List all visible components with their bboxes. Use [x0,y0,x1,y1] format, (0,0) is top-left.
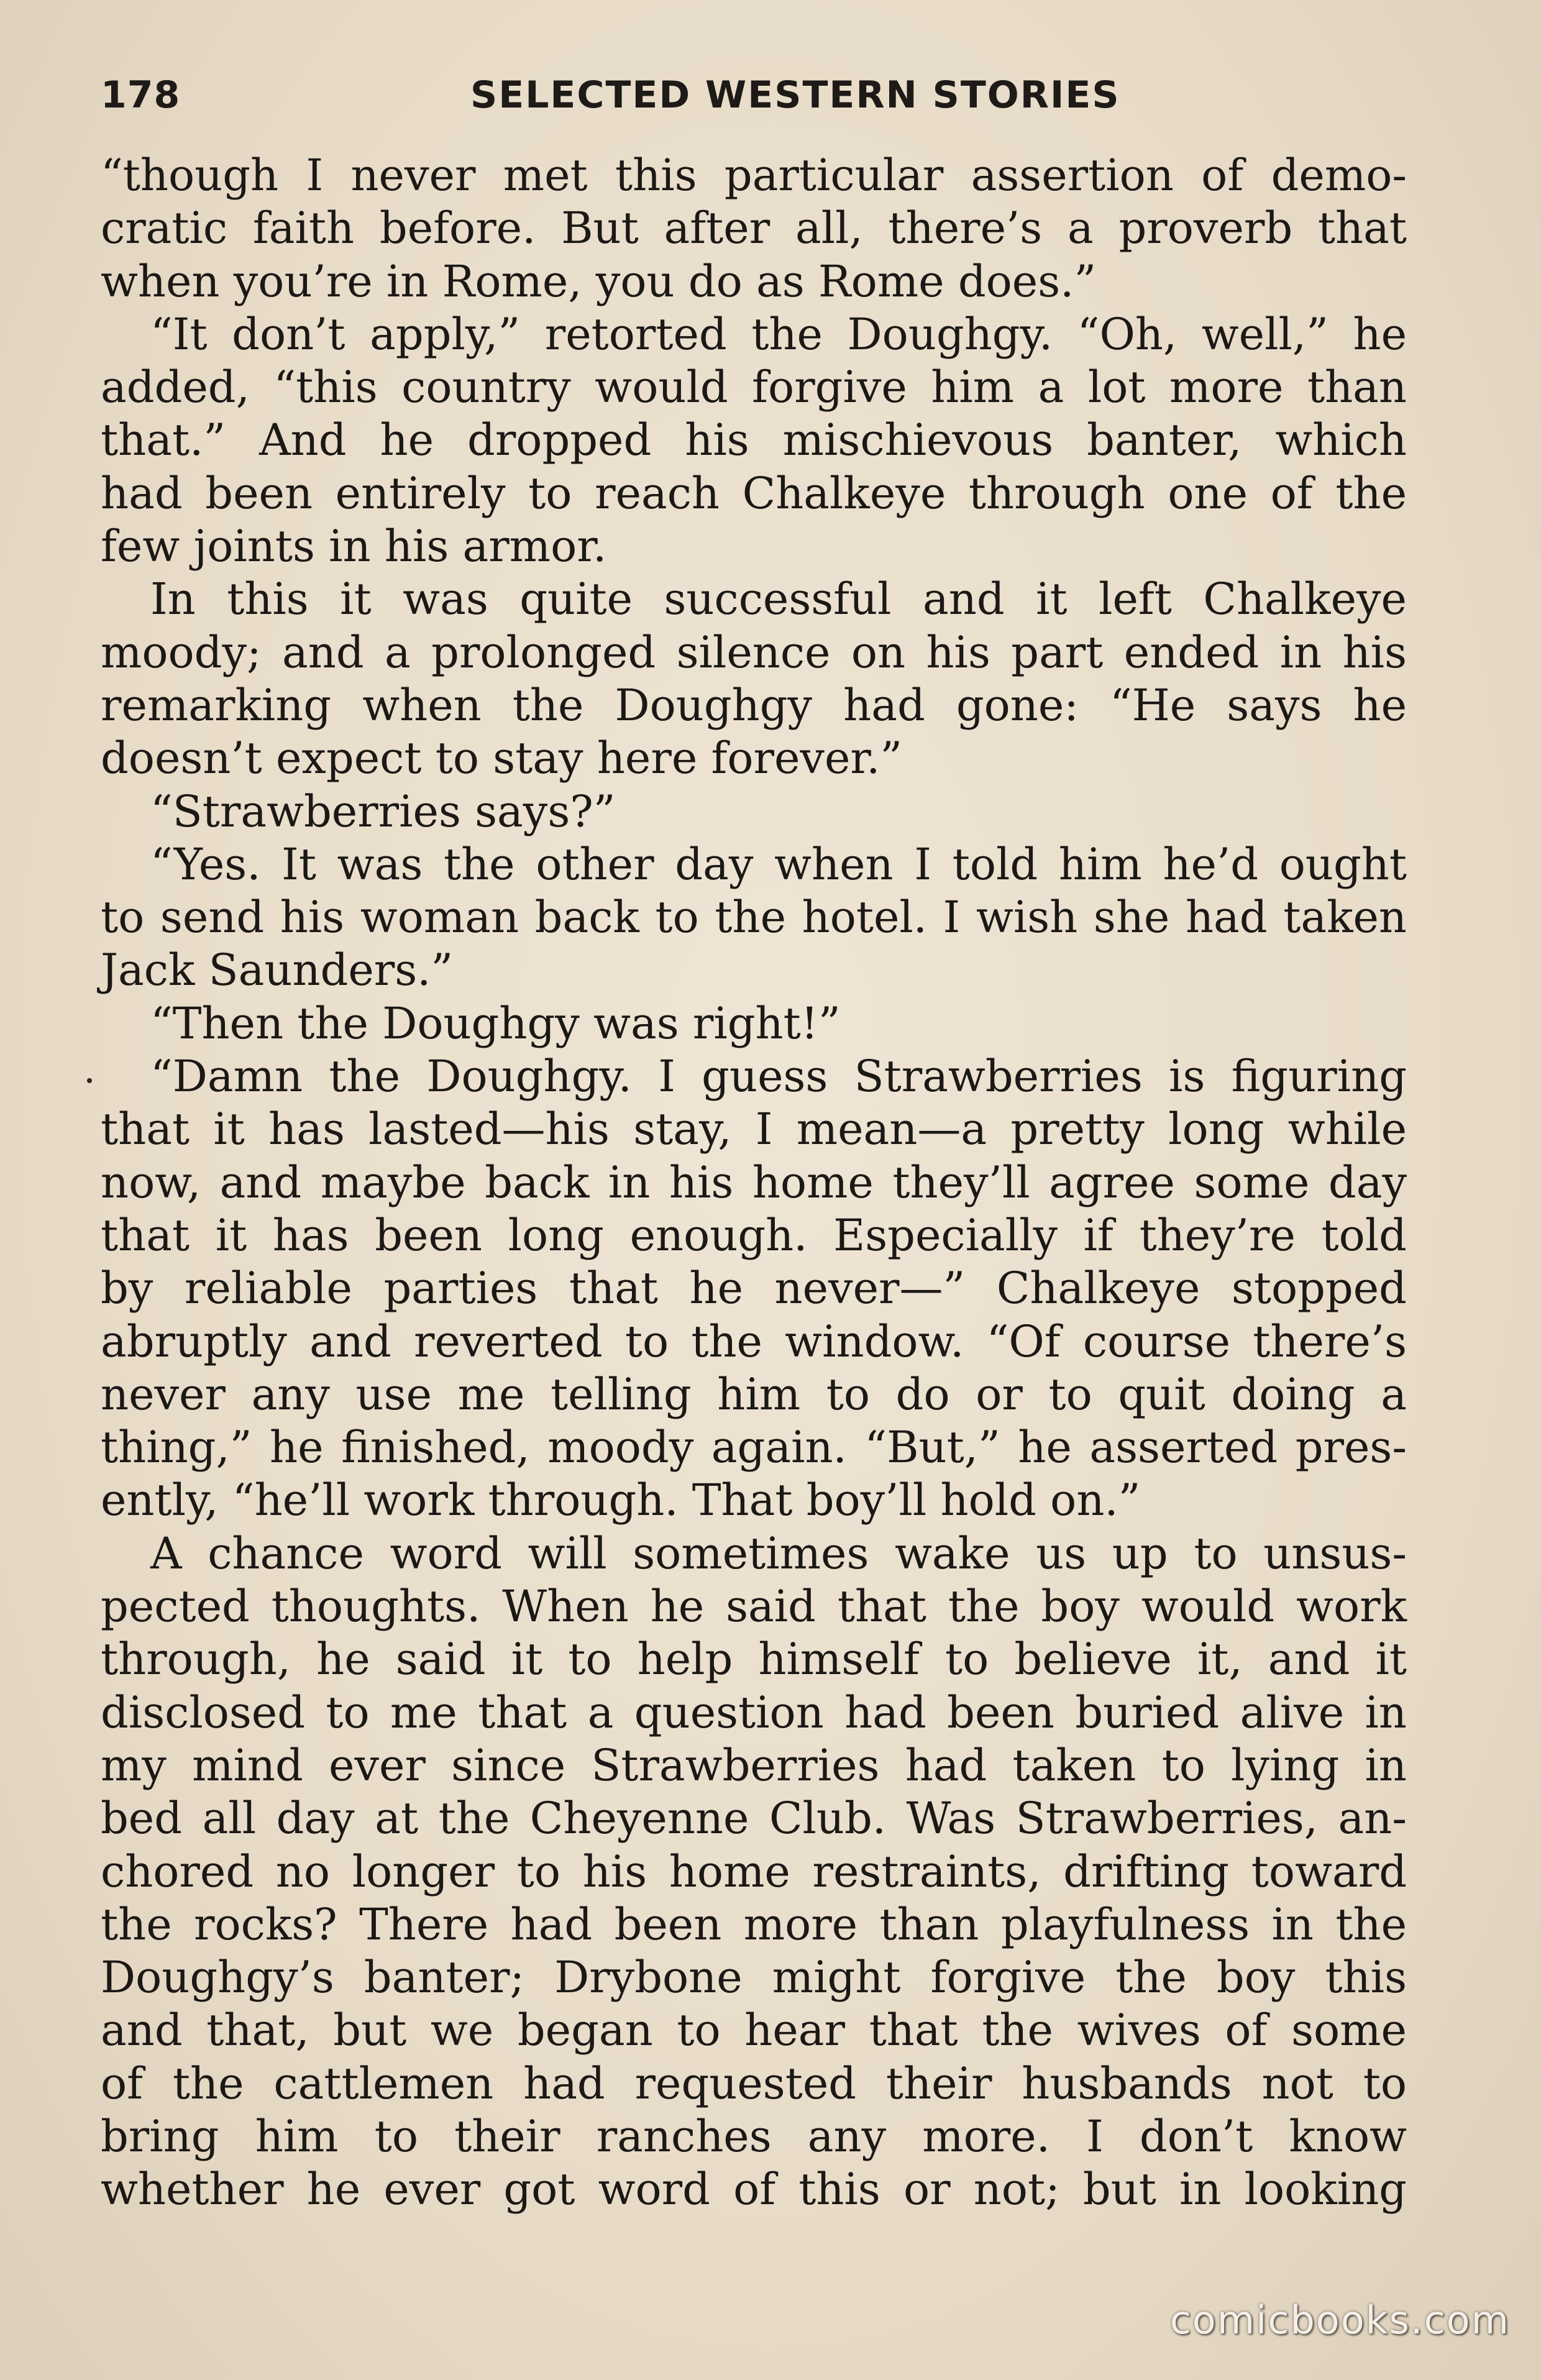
page-number: 178 [101,73,181,117]
text-line: Doughgy’s banter; Drybone might forgive the boy this [101,1952,1407,2003]
text-line: the rocks? There had been more than playfulness in the [101,1898,1407,1950]
text-line: “Yes. It was the other day when I told him he’d ought [150,838,1407,890]
text-line: by reliable parties that he never—” Chalkeye stopped [101,1263,1407,1314]
text-line: to send his woman back to the hotel. I wish she had taken [101,892,1407,943]
text-line: of the cattlemen had requested their husbands not to [101,2057,1407,2109]
text-line: In this it was quite successful and it left Chalkeye [150,574,1407,625]
text-line: Jack Saunders.” [101,945,454,996]
body-text [101,149,1407,2217]
text-line: through, he said it to help himself to believe it, and it [101,1634,1407,1685]
ink-speck [87,1078,92,1083]
text-line: whether he ever got word of this or not; but in looking [101,2164,1407,2215]
text-line: that it has lasted—his stay, I mean—a pretty long while [101,1104,1407,1155]
text-line: and that, but we began to hear that the wives of some [101,2005,1407,2056]
text-line: abruptly and reverted to the window. “Of course there’s [101,1316,1407,1367]
text-line: “Damn the Doughgy. I guess Strawberries is figuring [150,1051,1407,1102]
text-line: now, and maybe back in his home they’ll agree some day [101,1156,1407,1208]
page-header [101,73,1406,129]
text-line: “Then the Doughgy was right!” [150,997,841,1049]
text-line: remarking when the Doughgy had gone: “He says he [101,679,1407,731]
text-line: bring him to their ranches any more. I don’t know [101,2110,1407,2162]
text-line: disclosed to me that a question had been buried alive in [101,1687,1407,1738]
running-head: SELECTED WESTERN STORIES [470,73,1120,117]
text-line: A chance word will sometimes wake us up to unsus- [150,1527,1407,1579]
text-line: few joints in his armor. [101,521,607,572]
text-line: pected thoughts. When he said that the boy would work [101,1581,1407,1632]
text-line: added, “this country would forgive him a lot more than [101,362,1407,413]
text-line: that.” And he dropped his mischievous banter, which [101,414,1407,466]
text-line: thing,” he finished, moody again. “But,” he asserted pres- [101,1422,1407,1473]
text-line: “though I never met this particular assertion of demo- [101,150,1407,201]
text-line: “It don’t apply,” retorted the Doughgy. “Oh, well,” he [150,308,1407,360]
text-line: that it has been long enough. Especially if they’re told [101,1209,1407,1261]
text-line: “Strawberries says?” [150,785,616,837]
text-line: my mind ever since Strawberries had taken to lying in [101,1739,1407,1791]
text-line: never any use me telling him to do or to quit doing a [101,1368,1407,1420]
text-line: doesn’t expect to stay here forever.” [101,733,903,784]
text-line: when you’re in Rome, you do as Rome does.” [101,255,1097,307]
text-line: chored no longer to his home restraints, drifting toward [101,1846,1407,1897]
text-line: cratic faith before. But after all, there’s a proverb that [101,203,1407,254]
text-line: ently, “he’ll work through. That boy’ll hold on.” [101,1475,1141,1526]
text-line: moody; and a prolonged silence on his part ended in his [101,626,1407,678]
text-line: had been entirely to reach Chalkeye through one of the [101,467,1407,519]
watermark: comicbooks.com [1169,2297,1510,2343]
text-line: bed all day at the Cheyenne Club. Was Strawberries, an- [101,1793,1407,1844]
